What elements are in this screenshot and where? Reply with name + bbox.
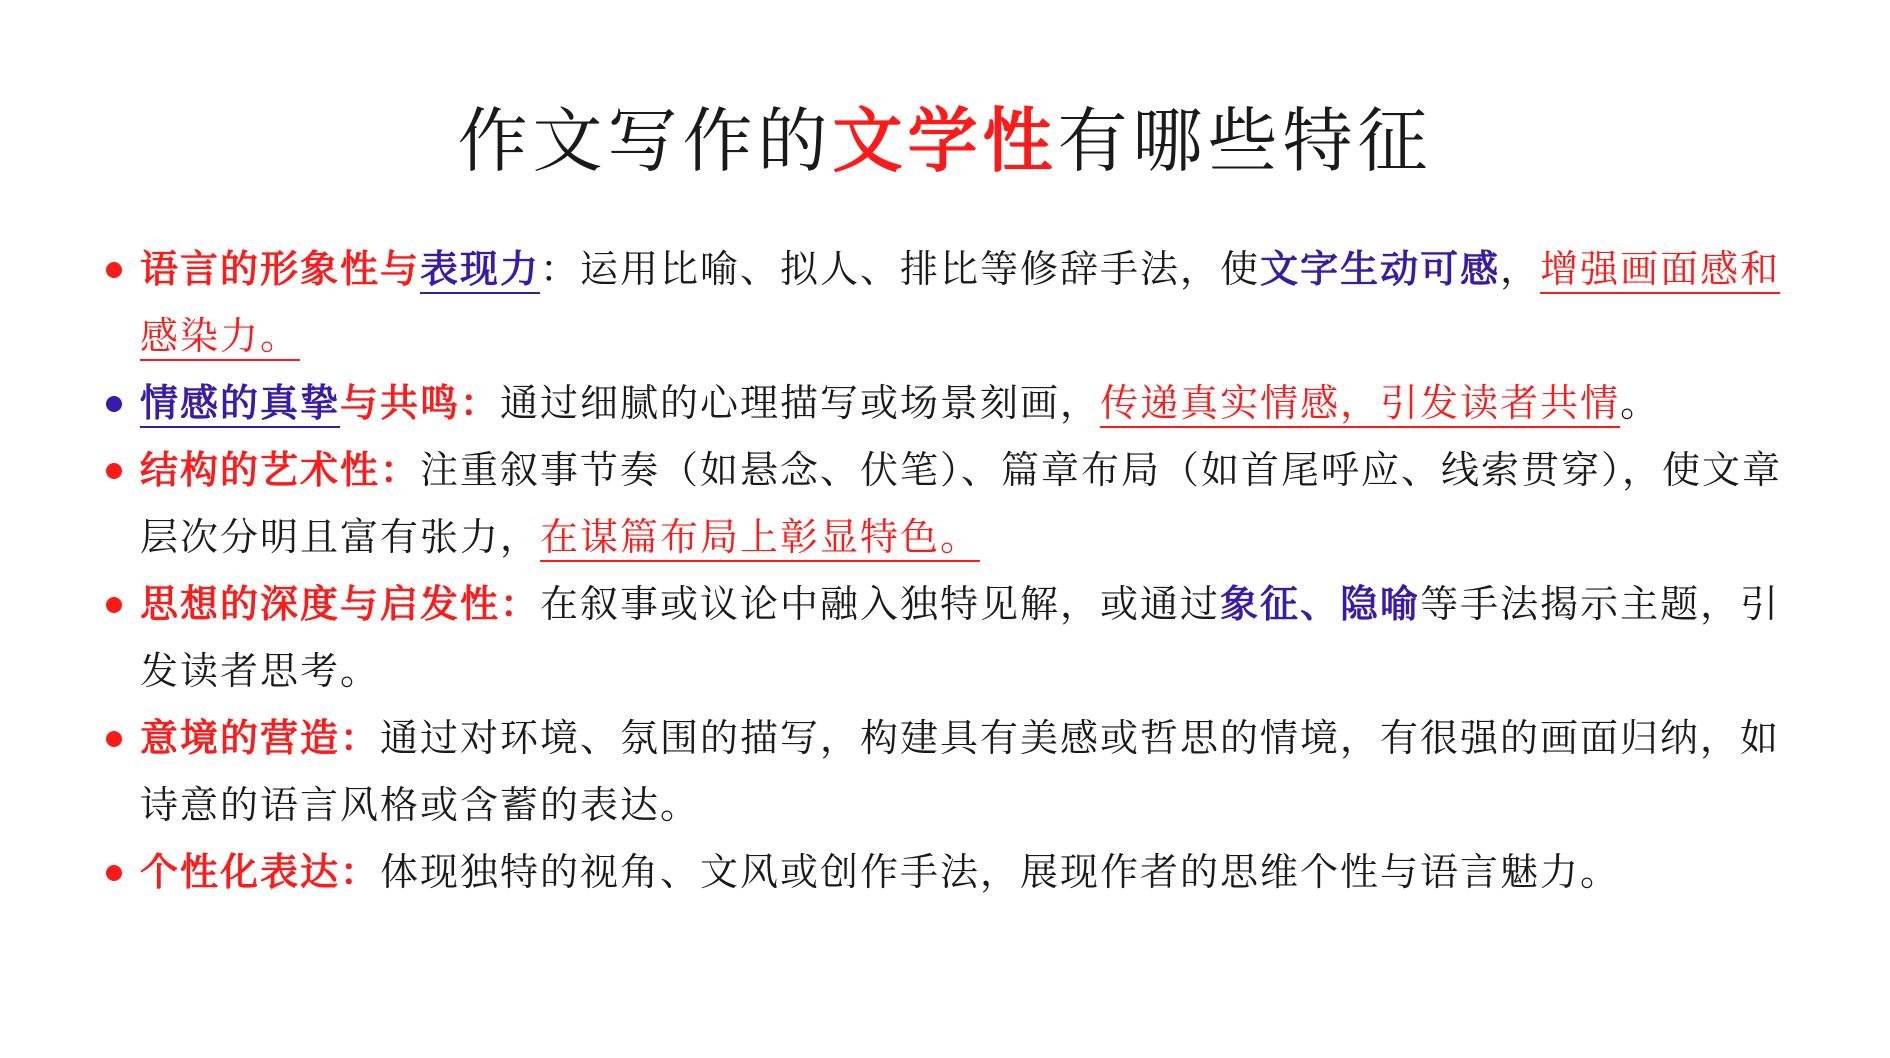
item-heading: 个性化表达 [140, 850, 341, 894]
bullet-icon [106, 731, 122, 747]
bullet-icon [106, 463, 122, 479]
item-colon: ： [500, 582, 541, 626]
page-title [0, 96, 1890, 186]
list-item [100, 236, 1800, 370]
item-colon: ： [380, 448, 421, 492]
item-text: 通过细腻的心理描写或场景刻画， [500, 381, 1101, 425]
item-heading: 思想的深度与启发性 [140, 582, 501, 626]
item-heading: 结构的艺术性 [140, 448, 381, 492]
item-text: 体现独特的视角、文风或创作手法，展现作者的思维个性与语言魅力。 [380, 850, 1621, 894]
list-item [100, 571, 1800, 705]
list-item [100, 839, 1800, 906]
item-emphasis: 文字生动可感 [1260, 247, 1501, 291]
item-text: 通过对环境、氛围的描写，构建具有美感或哲思的情境，有很强的画面归纳，如诗意的语言风格或含蓄的表达。 [140, 716, 1781, 827]
item-text-continued: 。 [1620, 381, 1661, 425]
item-highlight: 增强画面感和感染力。 [140, 247, 1781, 358]
item-heading: 语言的形象性与 [140, 247, 421, 291]
item-heading: 意境的营造 [140, 716, 341, 760]
item-text: 运用比喻、拟人、排比等修辞手法，使 [580, 247, 1261, 291]
item-text: 在叙事或议论中融入独特见解，或通过 [540, 582, 1221, 626]
item-highlight: 传递真实情感，引发读者共情 [1100, 381, 1621, 425]
item-colon: ： [460, 381, 501, 425]
item-emphasis: 象征、隐喻 [1220, 582, 1421, 626]
item-heading-continued: 与共鸣 [340, 381, 461, 425]
bullet-icon [106, 865, 122, 881]
item-text-continued: 等手法揭示主题，引发读者思考。 [140, 582, 1781, 693]
item-colon: ： [340, 716, 381, 760]
item-heading-emphasis: 表现力 [420, 247, 541, 291]
title-suffix: 有哪些特征 [1057, 100, 1433, 182]
bullet-icon [106, 597, 122, 613]
list-item [100, 437, 1800, 571]
item-heading: 情感的真挚 [140, 381, 341, 425]
feature-list [100, 236, 1800, 906]
item-text-continued: ， [1500, 247, 1541, 291]
title-prefix: 作文写作的 [457, 100, 833, 182]
item-text: 注重叙事节奏（如悬念、伏笔）、篇章布局（如首尾呼应、线索贯穿），使文章层次分明且富有张力， [140, 448, 1783, 559]
item-colon: ： [340, 850, 381, 894]
title-highlight: 文学性 [832, 100, 1058, 182]
list-item [100, 705, 1800, 839]
list-item [100, 370, 1800, 437]
bullet-icon [106, 396, 122, 412]
item-highlight: 在谋篇布局上彰显特色。 [540, 515, 981, 559]
item-colon: ： [540, 247, 581, 291]
bullet-icon [106, 262, 122, 278]
